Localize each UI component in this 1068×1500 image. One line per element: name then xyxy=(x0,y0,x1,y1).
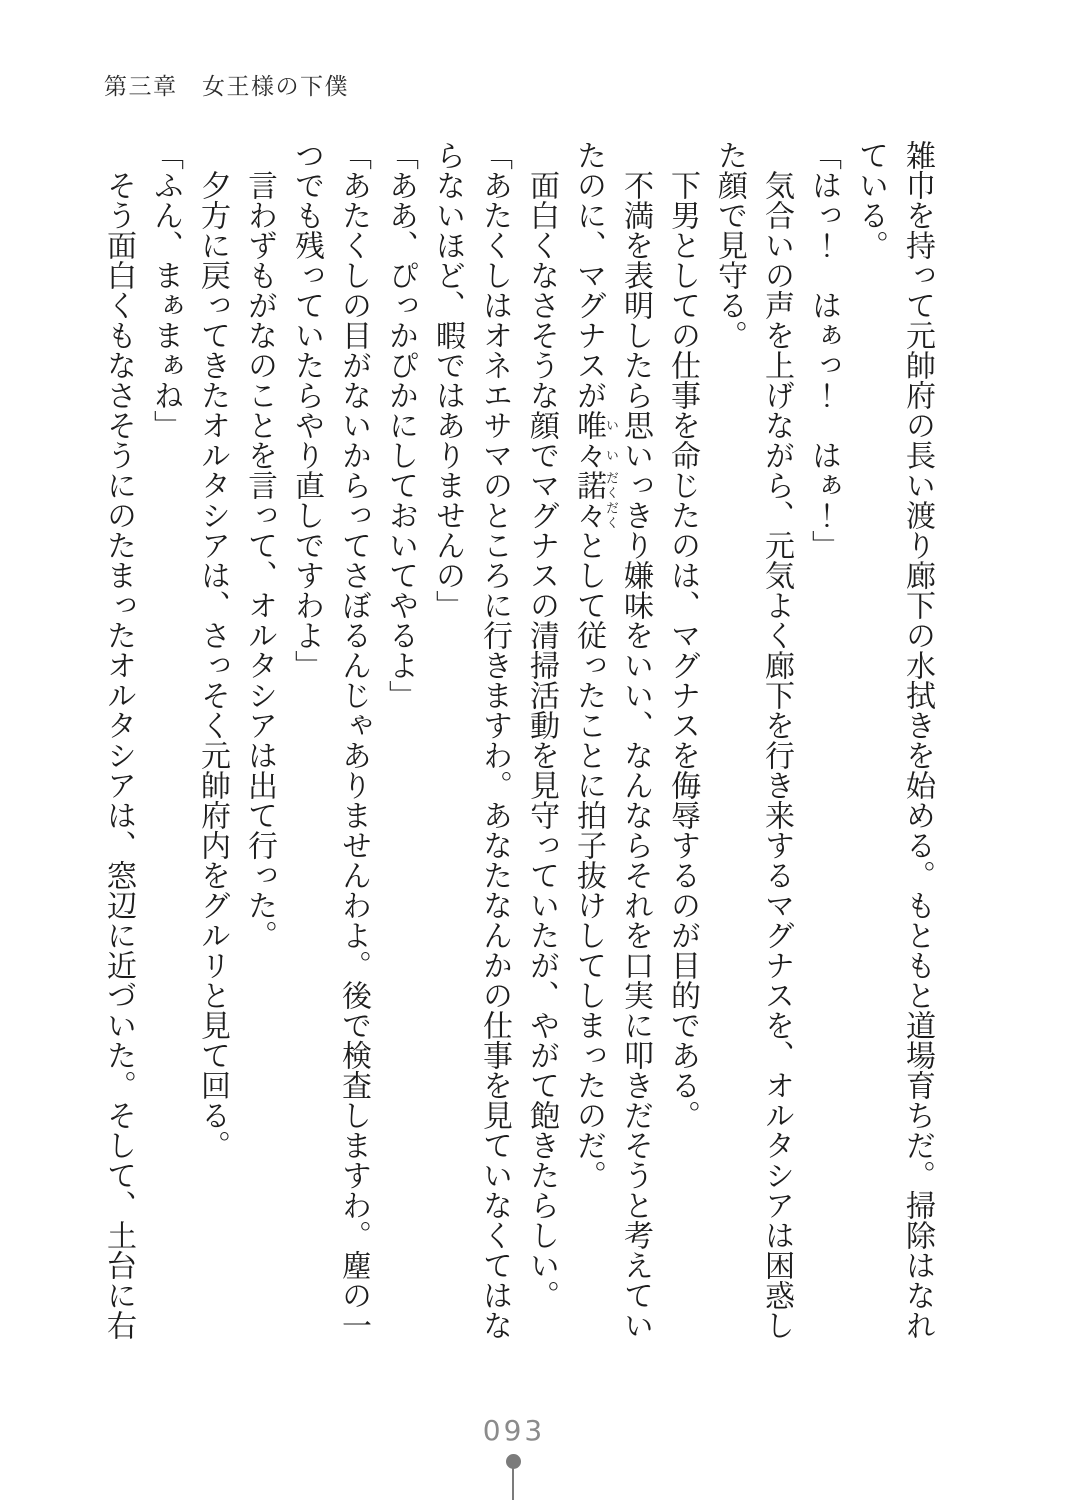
paragraph: 「あたくしはオネエサマのところに行きますわ。あなたなんかの仕事を見ていなくてはならないほど、暇ではありませんの」 xyxy=(430,140,512,1340)
ruby-annotated-word: 諾々だくだく xyxy=(571,470,618,530)
paragraph: 不満を表明したら思いっきり嫌味をいい、なんならそれを口実に叩きだそうと考えていたのに、マグナスが唯々いい諾々だくだくとして従ったことに拍子抜けしてしまったのだ。 xyxy=(571,140,653,1340)
page-number: 093 xyxy=(482,1414,546,1447)
footer-line-ornament xyxy=(512,1466,514,1500)
paragraph: そう面白くもなさそうにのたまったオルタシアは、窓辺に近づいた。そして、土台に右 xyxy=(101,170,136,1340)
body-text-block xyxy=(95,140,941,1345)
paragraph: 言わずもがなのことを言って、オルタシアは出て行った。 xyxy=(242,170,277,950)
paragraph: 面白くなさそうな顔でマグナスの清掃活動を見守っていたが、やがて飽きたらしい。 xyxy=(524,170,559,1310)
paragraph: 雑巾を持って元帥府の長い渡り廊下の水拭きを始める。もともと道場育ちだ。掃除はなれている。 xyxy=(853,140,935,1340)
paragraph: 夕方に戻ってきたオルタシアは、さっそく元帥府内をグルリと見て回る。 xyxy=(195,170,230,1160)
paragraph: 「ああ、ぴっかぴかにしておいてやるよ」 xyxy=(383,140,418,710)
ruby-annotated-word: 唯々いい xyxy=(571,410,618,470)
paragraph: 「あたくしの目がないからってさぼるんじゃありませんわよ。後で検査しますわ。塵の一つでも残っていたらやり直しですわよ」 xyxy=(289,140,371,1340)
paragraph: 「ふん、まぁまぁね」 xyxy=(148,140,183,440)
paragraph: 「はっ！ はぁっ！ はぁ！」 xyxy=(806,140,841,560)
chapter-header: 第三章 女王様の下僕 xyxy=(104,74,349,100)
paragraph: 気合いの声を上げながら、元気よく廊下を行き来するマグナスを、オルタシアは困惑した顔で見守る。 xyxy=(712,140,794,1340)
paragraph: 下男としての仕事を命じたのは、マグナスを侮辱するのが目的である。 xyxy=(665,170,700,1130)
